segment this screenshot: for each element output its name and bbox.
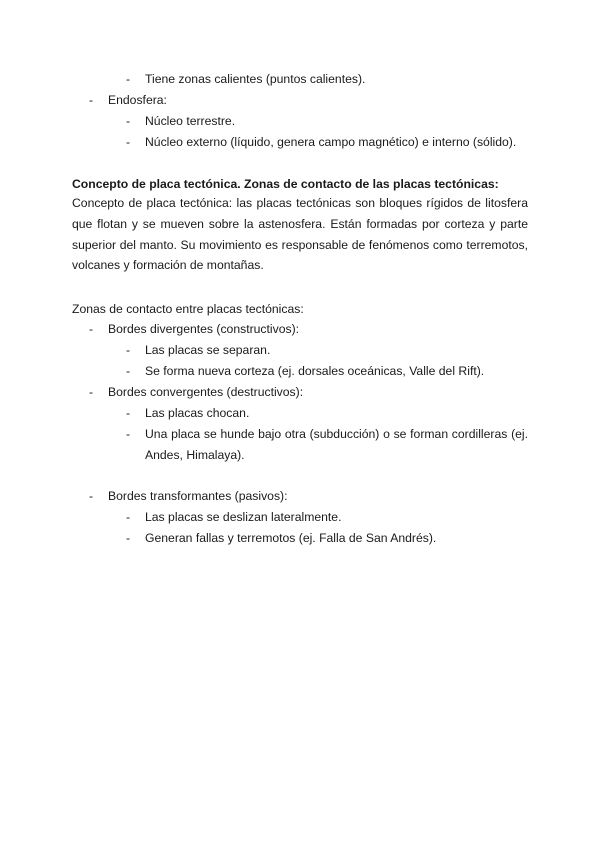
list-item-endosfera: Endosfera: (108, 93, 167, 107)
list-item: Las placas se separan. (145, 343, 271, 357)
list-item: Una placa se hunde bajo otra (subducción) o se forman cordilleras (ej. (145, 427, 528, 441)
bullet-dash: - (126, 510, 131, 524)
bullet-dash: - (89, 93, 94, 107)
paragraph-line: volcanes y formación de montañas. (72, 258, 264, 273)
bullet-dash: - (89, 322, 94, 336)
list-item-bordes-divergentes: Bordes divergentes (constructivos): (108, 322, 300, 336)
list-item-nucleo-externo: Núcleo externo (líquido, genera campo magnético) e interno (sólido). (145, 135, 517, 149)
paragraph-line: Concepto de placa tectónica: las placas tectónicas son bloques rígidos de litosfera (72, 196, 528, 210)
zonas-intro: Zonas de contacto entre placas tectónicas: (72, 302, 304, 316)
list-item-bordes-convergentes: Bordes convergentes (destructivos): (108, 385, 304, 399)
bullet-dash: - (126, 427, 131, 441)
section-heading: Concepto de placa tectónica. Zonas de contacto de las placas tectónicas: (72, 177, 499, 191)
bullet-dash: - (126, 343, 131, 357)
bullet-dash: - (126, 531, 131, 545)
bullet-dash: - (89, 385, 94, 399)
list-item: Las placas se deslizan lateralmente. (145, 510, 342, 524)
list-item: Las placas chocan. (145, 406, 250, 420)
bullet-dash: - (126, 72, 131, 86)
bullet-dash: - (126, 406, 131, 420)
list-item-continuation: Andes, Himalaya). (145, 448, 245, 462)
paragraph-line: superior del manto. Su movimiento es responsable de fenómenos como terremotos, (72, 237, 528, 252)
bullet-dash: - (126, 135, 131, 149)
bullet-dash: - (89, 489, 94, 503)
paragraph-placa-tectonica (72, 193, 528, 276)
list-item-nucleo-terrestre: Núcleo terrestre. (145, 114, 236, 128)
bullet-dash: - (126, 114, 131, 128)
list-item: Generan fallas y terremotos (ej. Falla de San Andrés). (145, 531, 437, 545)
paragraph-line: que flotan y se mueven sobre la astenosfera. Están formadas por corteza y parte (72, 216, 528, 231)
list-item: Se forma nueva corteza (ej. dorsales oceánicas, Valle del Rift). (145, 364, 485, 378)
list-item-zonas-calientes: Tiene zonas calientes (puntos calientes). (145, 72, 366, 86)
bullet-dash: - (126, 364, 131, 378)
list-item-bordes-transformantes: Bordes transformantes (pasivos): (108, 489, 288, 503)
